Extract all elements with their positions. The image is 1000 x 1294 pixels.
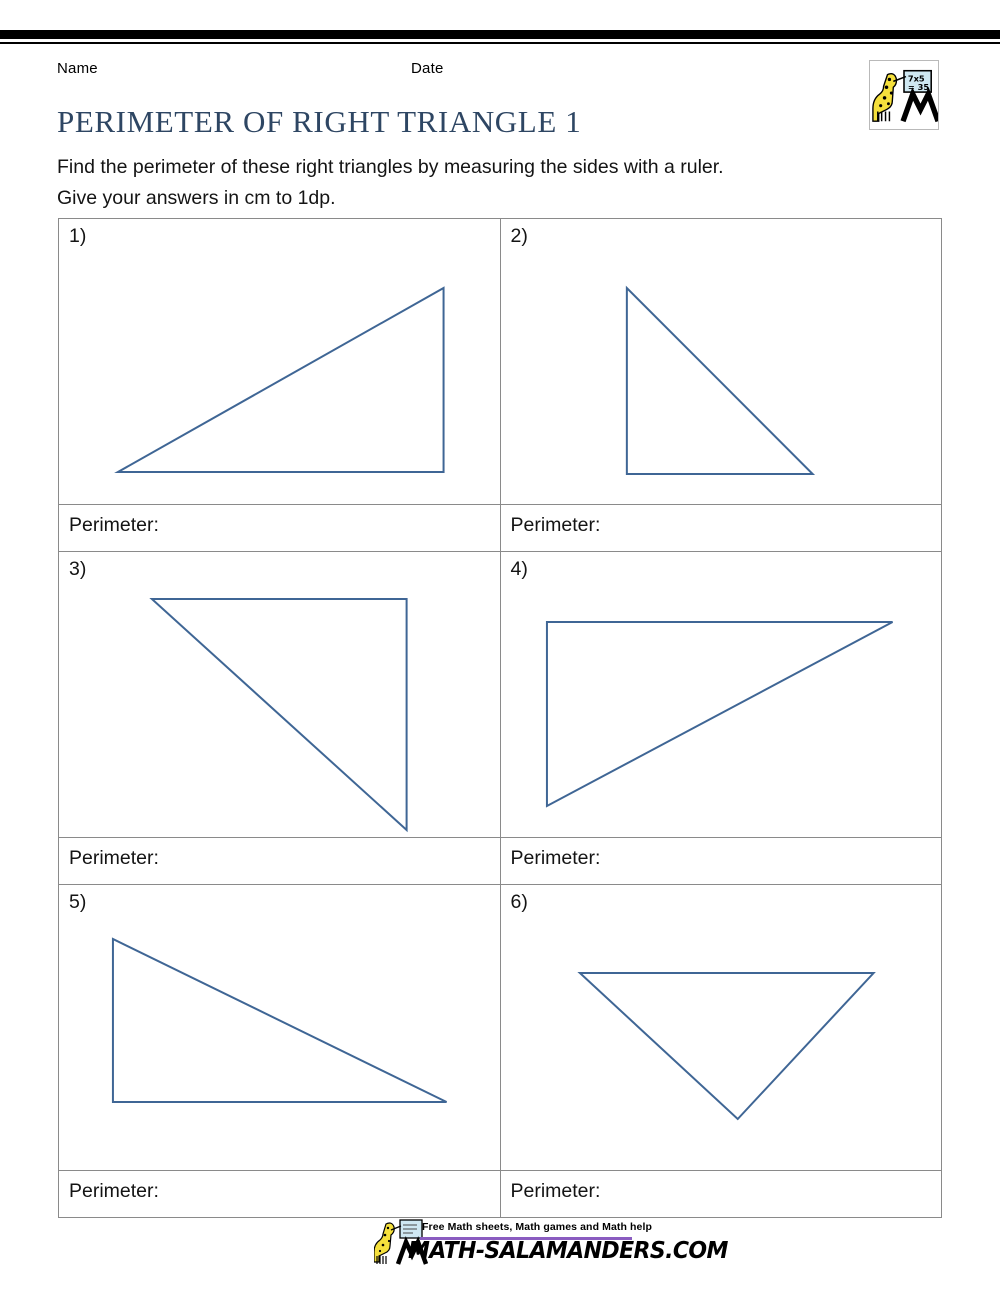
math-salamanders-logo-icon: [869, 60, 939, 130]
question-cell-2: [500, 219, 942, 505]
header-rule-thick: [0, 30, 1000, 39]
perimeter-label-4: Perimeter:: [510, 847, 601, 869]
page-title: PERIMETER OF RIGHT TRIANGLE 1: [57, 104, 582, 139]
page-footer: [0, 1216, 1000, 1278]
worksheet-table: [58, 218, 942, 1218]
perimeter-label-1: Perimeter:: [69, 514, 159, 536]
table-row: [59, 219, 942, 505]
table-row: [59, 838, 942, 885]
table-row: [59, 552, 942, 838]
logo-board-line-2: = 35: [907, 82, 930, 93]
question-number-2: 2): [510, 225, 528, 247]
question-cell-3: [59, 552, 501, 838]
footer-domain-text: MATH-SALAMANDERS.COM: [408, 1238, 728, 1265]
perimeter-label-3: Perimeter:: [69, 847, 159, 869]
perimeter-label-5: Perimeter:: [69, 1180, 159, 1202]
triangle-shape: [113, 939, 447, 1102]
question-number-3: 3): [69, 558, 87, 580]
table-row: [59, 885, 942, 1171]
answer-cell-2[interactable]: [500, 505, 942, 552]
answer-cell-1[interactable]: [59, 505, 501, 552]
answer-cell-3[interactable]: [59, 838, 501, 885]
question-number-6: 6): [510, 891, 528, 913]
question-cell-5: [59, 885, 501, 1171]
triangle-shape: [152, 599, 407, 830]
answer-cell-4[interactable]: [500, 838, 942, 885]
triangle-shape: [546, 622, 892, 806]
triangle-figure-6: [501, 885, 942, 1170]
triangle-figure-5: [59, 885, 500, 1170]
triangle-shape: [118, 288, 444, 472]
footer-tagline: Free Math sheets, Math games and Math help: [422, 1221, 652, 1233]
question-cell-1: [59, 219, 501, 505]
instruction-line-2: Give your answers in cm to 1dp.: [57, 187, 336, 209]
question-cell-4: [500, 552, 942, 838]
footer-branding: [374, 1216, 728, 1274]
triangle-shape: [579, 973, 873, 1119]
answer-cell-6[interactable]: [500, 1171, 942, 1218]
table-row: [59, 505, 942, 552]
question-cell-6: [500, 885, 942, 1171]
question-number-5: 5): [69, 891, 87, 913]
perimeter-label-6: Perimeter:: [510, 1180, 601, 1202]
name-field-label: Name: [57, 60, 98, 77]
question-number-4: 4): [510, 558, 528, 580]
logo-board-line-1: 7x5: [907, 73, 925, 84]
triangle-figure-1: [59, 219, 500, 504]
instructions: [57, 152, 957, 214]
triangle-shape: [626, 288, 812, 474]
triangle-figure-4: [501, 552, 942, 837]
instruction-line-1: Find the perimeter of these right triangles by measuring the sides with a ruler.: [57, 156, 724, 178]
table-row: [59, 1171, 942, 1218]
header-rule-thin: [0, 42, 1000, 44]
perimeter-label-2: Perimeter:: [510, 514, 601, 536]
question-number-1: 1): [69, 225, 87, 247]
answer-cell-5[interactable]: [59, 1171, 501, 1218]
date-field-label: Date: [411, 60, 444, 77]
triangle-figure-3: [59, 552, 500, 837]
triangle-figure-2: [501, 219, 942, 504]
